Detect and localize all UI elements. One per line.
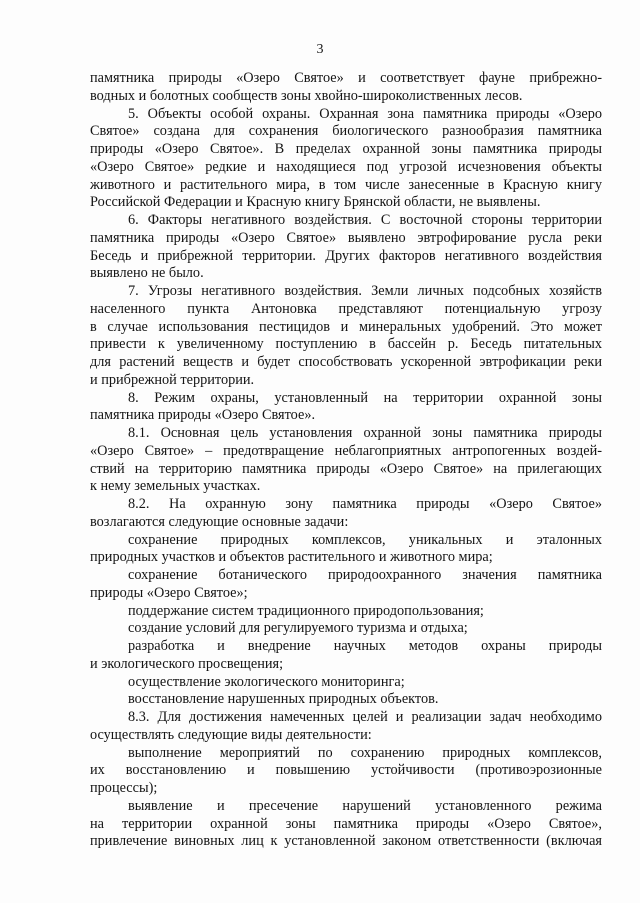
text-line: животного и растительного мира, в том числе занесенные в Красную книгу — [90, 176, 602, 193]
text-line: 8. Режим охраны, установленный на территории охранной зоны — [128, 389, 602, 406]
text-line: выявление и пресечение нарушений установленного режима — [128, 797, 602, 814]
text-line: сохранение ботанического природоохранного значения памятника — [128, 567, 602, 583]
text-line: поддержание систем традиционного природопользования; — [128, 602, 484, 619]
text-line: 6. Факторы негативного воздействия. С восточной стороны территории — [128, 212, 602, 228]
text-line: разработка и внедрение научных методов охраны природы — [128, 638, 602, 654]
text-line: Российской Федерации и Красную книгу Брянской области, не выявлены. — [90, 194, 541, 211]
text-line: возлагаются следующие основные задачи: — [90, 513, 349, 530]
text-line: 5. Объекты особой охраны. Охранная зона памятника природы «Озеро — [128, 105, 602, 122]
text-line: процессы); — [90, 780, 158, 796]
text-line: 7. Угрозы негативного воздействия. Земли личных подсобных хозяйств — [128, 283, 602, 299]
text-line: создание условий для регулируемого туризма и отдыха; — [128, 620, 468, 637]
text-line: привлечение виновных лиц к установленной законом ответственности (включая — [90, 833, 602, 850]
text-line: осуществление экологического мониторинга; — [128, 673, 405, 690]
text-line: к нему земельных участках. — [90, 478, 261, 495]
text-line: «Озеро Святое» редкие и находящиеся под угрозой исчезновения объекты — [90, 158, 602, 175]
text-line: осуществлять следующие виды деятельности: — [90, 726, 372, 743]
text-line: природных участков и объектов растительного и животного мира; — [90, 549, 493, 566]
text-line: их восстановлению и повышению устойчивости (противоэрозионные — [90, 762, 602, 779]
text-line: выполнение мероприятий по сохранению природных комплексов, — [128, 744, 602, 761]
text-line: 8.2. На охранную зону памятника природы «Озеро Святое» — [128, 496, 602, 512]
text-line: памятника природы «Озеро Святое» и соответствует фауне прибрежно- — [90, 70, 602, 86]
document-body — [90, 70, 602, 851]
text-line: природы «Озеро Святое»; — [90, 584, 248, 601]
text-line: привести к увеличенному поступлению в бассейн р. Беседь питательных — [90, 336, 602, 353]
text-line: для растений веществ и будет способствовать ускоренной эвтрофикации реки — [90, 354, 602, 370]
page-number: 3 — [316, 42, 324, 57]
text-line: в случае использования пестицидов и минеральных удобрений. Это может — [90, 318, 602, 335]
text-line: «Озеро Святое» – предотвращение неблагоприятных антропогенных воздей- — [90, 442, 602, 459]
text-line: и экологического просвещения; — [90, 655, 284, 672]
text-line: населенного пункта Антоновка представляют потенциальную угрозу — [90, 300, 602, 317]
text-line: памятника природы «Озеро Святое». — [90, 407, 316, 424]
text-line: Беседь и прибрежной территории. Других факторов негативного воздействия — [90, 247, 602, 264]
text-line: Святое» создана для сохранения биологического разнообразия памятника — [90, 123, 602, 140]
text-line: водных и болотных сообществ зоны хвойно-широколиственных лесов. — [90, 87, 523, 104]
text-line: сохранение природных комплексов, уникальных и эталонных — [128, 531, 602, 548]
text-line: на территории охранной зоны памятника природы «Озеро Святое», — [90, 815, 602, 832]
text-line: и прибрежной территории. — [90, 371, 255, 388]
text-line: 8.1. Основная цель установления охранной зоны памятника природы — [128, 425, 602, 441]
text-line: 8.3. Для достижения намеченных целей и реализации задач необходимо — [128, 709, 602, 725]
text-line: выявлено не было. — [90, 265, 204, 282]
text-line: восстановление нарушенных природных объектов. — [128, 691, 439, 708]
text-line: памятника природы «Озеро Святое» выявлено эвтрофирование русла реки — [90, 229, 602, 246]
text-line: природы «Озеро Святое». В пределах охранной зоны памятника природы — [90, 141, 602, 157]
text-line: ствий на территорию памятника природы «Озеро Святое» на прилегающих — [90, 460, 602, 477]
